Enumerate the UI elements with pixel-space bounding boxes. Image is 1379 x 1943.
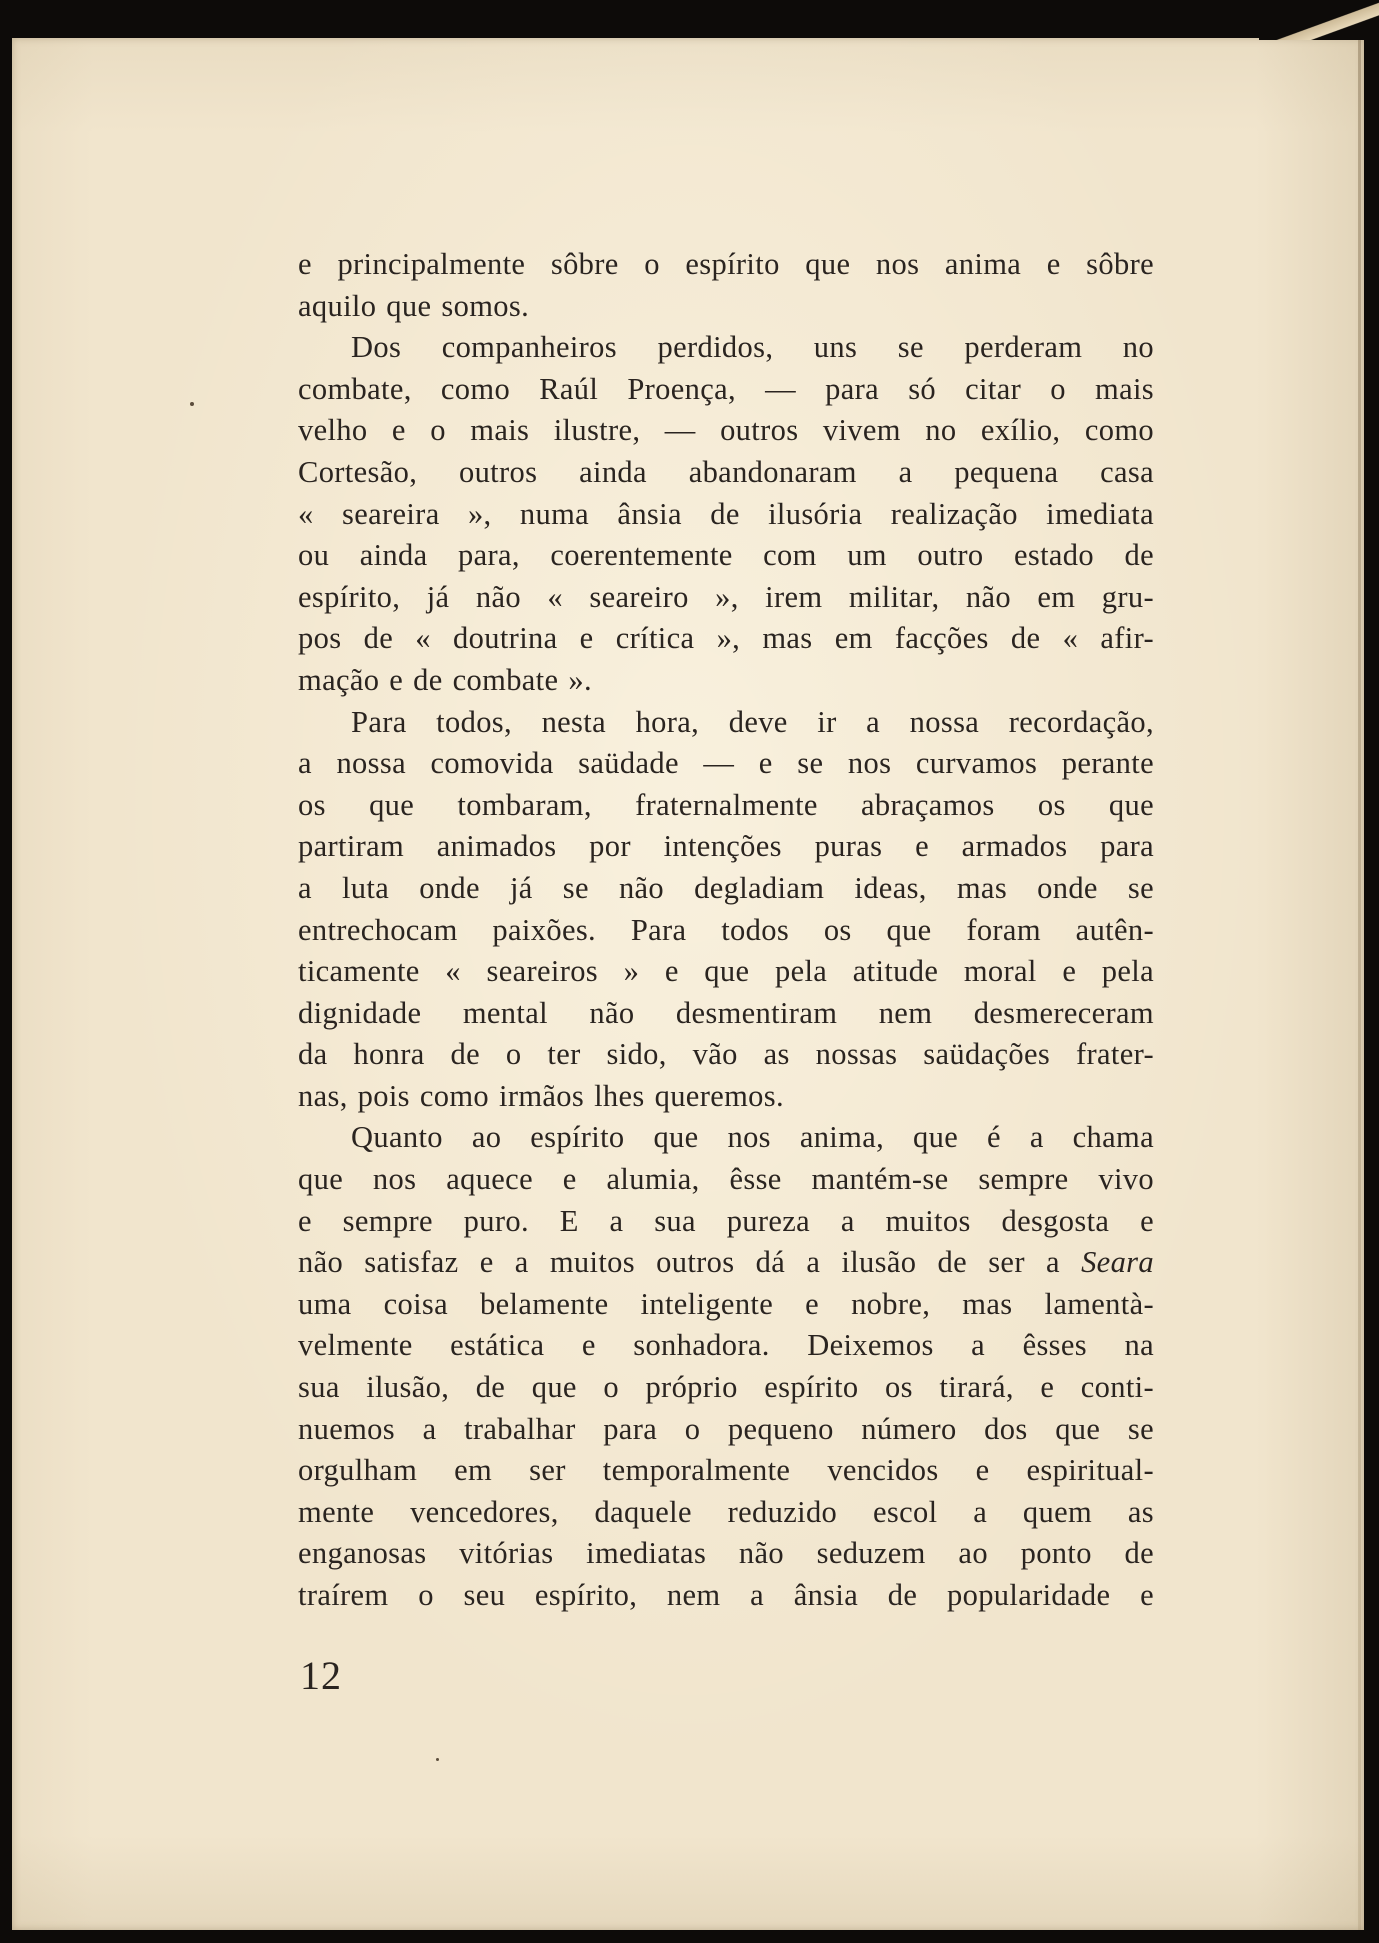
body-text [298, 244, 1154, 1617]
text-line: a luta onde já se não degladiam ideas, mas onde se [298, 870, 1154, 905]
text-line: espírito, já não « seareiro », irem militar, não em gru- [298, 579, 1154, 614]
journal-title: Seara [1081, 1245, 1154, 1280]
text-line: nuemos a trabalhar para o pequeno número dos que se [298, 1411, 1154, 1446]
page-edge [1358, 38, 1361, 1930]
text-line: Quanto ao espírito que nos anima, que é a chama [351, 1120, 1154, 1155]
text-line: sua ilusão, de que o próprio espírito os tirará, e conti- [298, 1370, 1154, 1405]
text-line: velho e o mais ilustre, — outros vivem no exílio, como [298, 413, 1154, 448]
page-number: 12 [300, 1653, 342, 1698]
text-segment: não satisfaz e a muitos outros dá a ilusão de ser a [298, 1245, 1082, 1280]
text-line: mação e de combate ». [298, 662, 592, 697]
text-line [298, 1242, 1154, 1284]
ink-speck [436, 1758, 439, 1761]
text-line: dignidade mental não desmentiram nem desmereceram [298, 995, 1154, 1030]
torn-corner [1259, 0, 1379, 40]
text-line: que nos aquece e alumia, êsse mantém-se sempre vivo [298, 1162, 1154, 1197]
text-line: Cortesão, outros ainda abandonaram a pequena casa [298, 454, 1154, 489]
text-line: aquilo que somos. [298, 288, 530, 323]
text-line: uma coisa belamente inteligente e nobre, mas lamentà- [298, 1286, 1154, 1321]
text-line: pos de « doutrina e crítica », mas em facções de « afir- [298, 621, 1154, 656]
text-line: Dos companheiros perdidos, uns se perderam no [351, 330, 1154, 365]
text-line: e principalmente sôbre o espírito que nos anima e sôbre [298, 247, 1154, 281]
text-line: « seareira », numa ânsia de ilusória realização imediata [298, 496, 1154, 531]
text-line: e sempre puro. E a sua pureza a muitos desgosta e [298, 1203, 1154, 1238]
ink-speck [190, 402, 194, 406]
text-line: mente vencedores, daquele reduzido escol a quem as [298, 1494, 1154, 1529]
text-line: da honra de o ter sido, vão as nossas saüdações frater- [298, 1037, 1154, 1072]
text-line: nas, pois como irmãos lhes queremos. [298, 1078, 784, 1113]
text-line: partiram animados por intenções puras e armados para [298, 829, 1154, 864]
text-line: entrechocam paixões. Para todos os que foram autên- [298, 912, 1154, 947]
text-line: velmente estática e sonhadora. Deixemos a êsses na [298, 1328, 1154, 1363]
text-line: combate, como Raúl Proença, — para só citar o mais [298, 371, 1154, 406]
text-line: ticamente « seareiros » e que pela atitude moral e pela [298, 954, 1154, 989]
text-line: a nossa comovida saüdade — e se nos curvamos perante [298, 746, 1154, 781]
text-line: traírem o seu espírito, nem a ânsia de popularidade e [298, 1578, 1154, 1612]
text-line: orgulham em ser temporalmente vencidos e espiritual- [298, 1453, 1154, 1488]
text-line: os que tombaram, fraternalmente abraçamos os que [298, 787, 1154, 822]
text-line: enganosas vitórias imediatas não seduzem ao ponto de [298, 1536, 1154, 1571]
text-line: ou ainda para, coerentemente com um outro estado de [298, 538, 1154, 573]
text-line: Para todos, nesta hora, deve ir a nossa recordação, [351, 704, 1154, 739]
